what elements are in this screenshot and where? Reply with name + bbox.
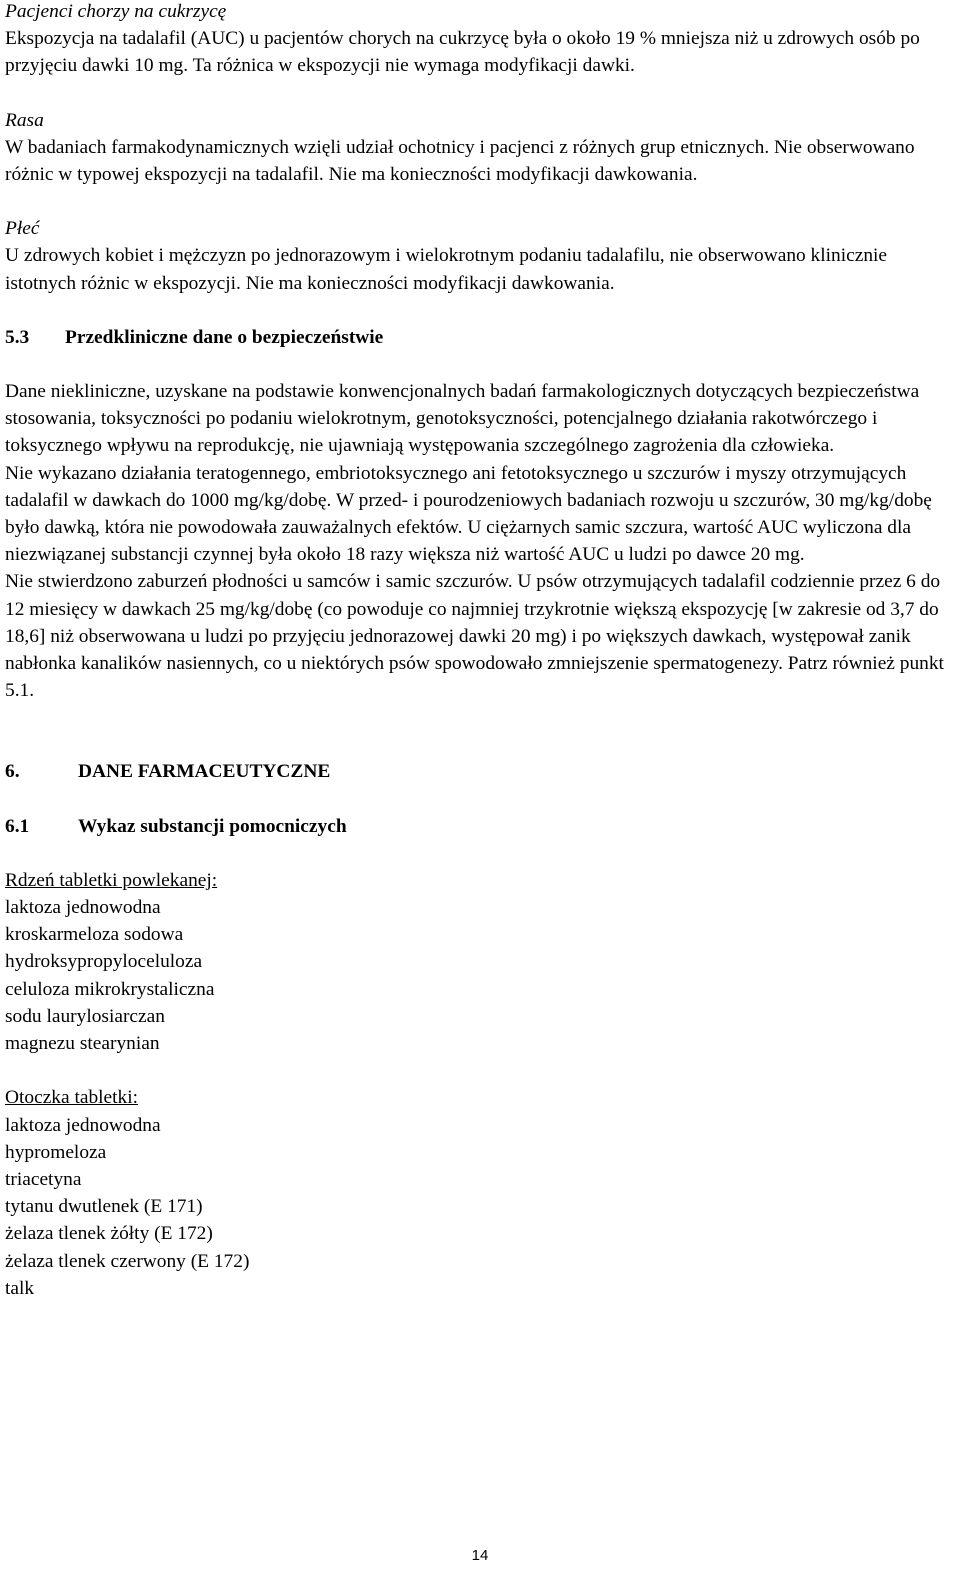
core-heading: Rdzeń tabletki powlekanej: — [5, 869, 218, 891]
list-item: żelaza tlenek żółty (E 172) — [5, 1223, 213, 1245]
gender-text: U zdrowych kobiet i mężczyzn po jednorazowym i wielokrotnym podaniu tadalafilu, nie obserwowano klinicznie istotnych różnic w ekspozycji. Nie ma konieczności modyfikacji dawkowania. — [5, 245, 888, 294]
list-item: tytanu dwutlenek (E 171) — [5, 1196, 203, 1218]
coating-heading: Otoczka tabletki: — [5, 1087, 138, 1109]
race-heading: Rasa — [5, 109, 44, 131]
section-number: 6. — [5, 761, 20, 783]
diabetes-text: Ekspozycja na tadalafil (AUC) u pacjentów chorych na cukrzycę była o około 19 % mniejsza niż u zdrowych osób po przyjęciu dawki 10 mg. Ta różnica w ekspozycji nie wymaga modyfikacji dawki. — [5, 28, 920, 77]
section-number: 6.1 — [5, 815, 30, 837]
list-item: kroskarmeloza sodowa — [5, 924, 184, 946]
section-6-heading — [5, 758, 955, 785]
gender-heading: Płeć — [5, 218, 40, 240]
page-number: 14 — [471, 1547, 489, 1564]
section-title: DANE FARMACEUTYCZNE — [78, 761, 331, 783]
preclinical-paragraph: Nie wykazano działania teratogennego, embriotoksycznego ani fetotoksycznego u szczurów i myszy otrzymujących tadalafil w dawkach do 1000 mg/kg/dobę. W przed- i pourodzeniowych badaniach rozwoju u szczurów, 30 mg/kg/dobę było dawką, która nie powodowała zauważalnych efektów. U ciężarnych samic szczura, wartość AUC wyliczona dla niezwiązanej substancji czynnej była około 18 razy większa niż wartość AUC u ludzi po dawce 20 mg. — [5, 462, 932, 566]
list-item: triacetyna — [5, 1168, 82, 1190]
list-item: laktoza jednowodna — [5, 897, 161, 919]
list-item: sodu laurylosiarczan — [5, 1005, 165, 1027]
race-text: W badaniach farmakodynamicznych wzięli udział ochotnicy i pacjenci z różnych grup etnicznych. Nie obserwowano różnic w typowej ekspozycji na tadalafil. Nie ma konieczności modyfikacji dawkowania. — [5, 136, 915, 186]
section-title: Przedkliniczne dane o bezpieczeństwie — [65, 326, 384, 348]
preclinical-paragraph: Dane niekliniczne, uzyskane na podstawie konwencjonalnych badań farmakologicznych dotyczących bezpieczeństwa stosowania, toksyczności po podaniu wielokrotnym, genotoksyczności, potencjalnego działania rakotwórczego i toksycznego wpływu na reprodukcję, nie ujawniają występowania szczególnego zagrożenia dla człowieka. — [5, 381, 920, 457]
coating-excipient-list — [5, 1112, 955, 1302]
section-5-3-heading — [5, 324, 955, 351]
list-item: talk — [5, 1277, 35, 1299]
diabetes-heading: Pacjenci chorzy na cukrzycę — [5, 1, 227, 22]
list-item: celuloza mikrokrystaliczna — [5, 978, 215, 1000]
list-item: żelaza tlenek czerwony (E 172) — [5, 1250, 250, 1272]
core-excipient-list — [5, 894, 955, 1057]
section-number: 5.3 — [5, 326, 30, 348]
list-item: magnezu stearynian — [5, 1033, 160, 1055]
list-item: hypromeloza — [5, 1141, 107, 1163]
preclinical-paragraph: Nie stwierdzono zaburzeń płodności u samców i samic szczurów. U psów otrzymujących tadalafil codziennie przez 6 do 12 miesięcy w dawkach 25 mg/kg/dobę (co powoduje co najmniej trzykrotnie większą ekspozycję [w zakresie od 3,7 do 18,6] niż obserwowana u ludzi po przyjęciu jednorazowej dawki 20 mg) i po większych dawkach, występował zanik nabłonka kanalików nasiennych, co u niektórych psów spowodowało zmniejszenie spermatogenezy. Patrz również punkt 5.1. — [5, 571, 944, 702]
document-page — [5, 0, 955, 1302]
section-6-1-heading — [5, 813, 955, 840]
list-item: hydroksypropyloceluloza — [5, 951, 203, 973]
list-item: laktoza jednowodna — [5, 1114, 161, 1136]
section-title: Wykaz substancji pomocniczych — [78, 815, 347, 837]
